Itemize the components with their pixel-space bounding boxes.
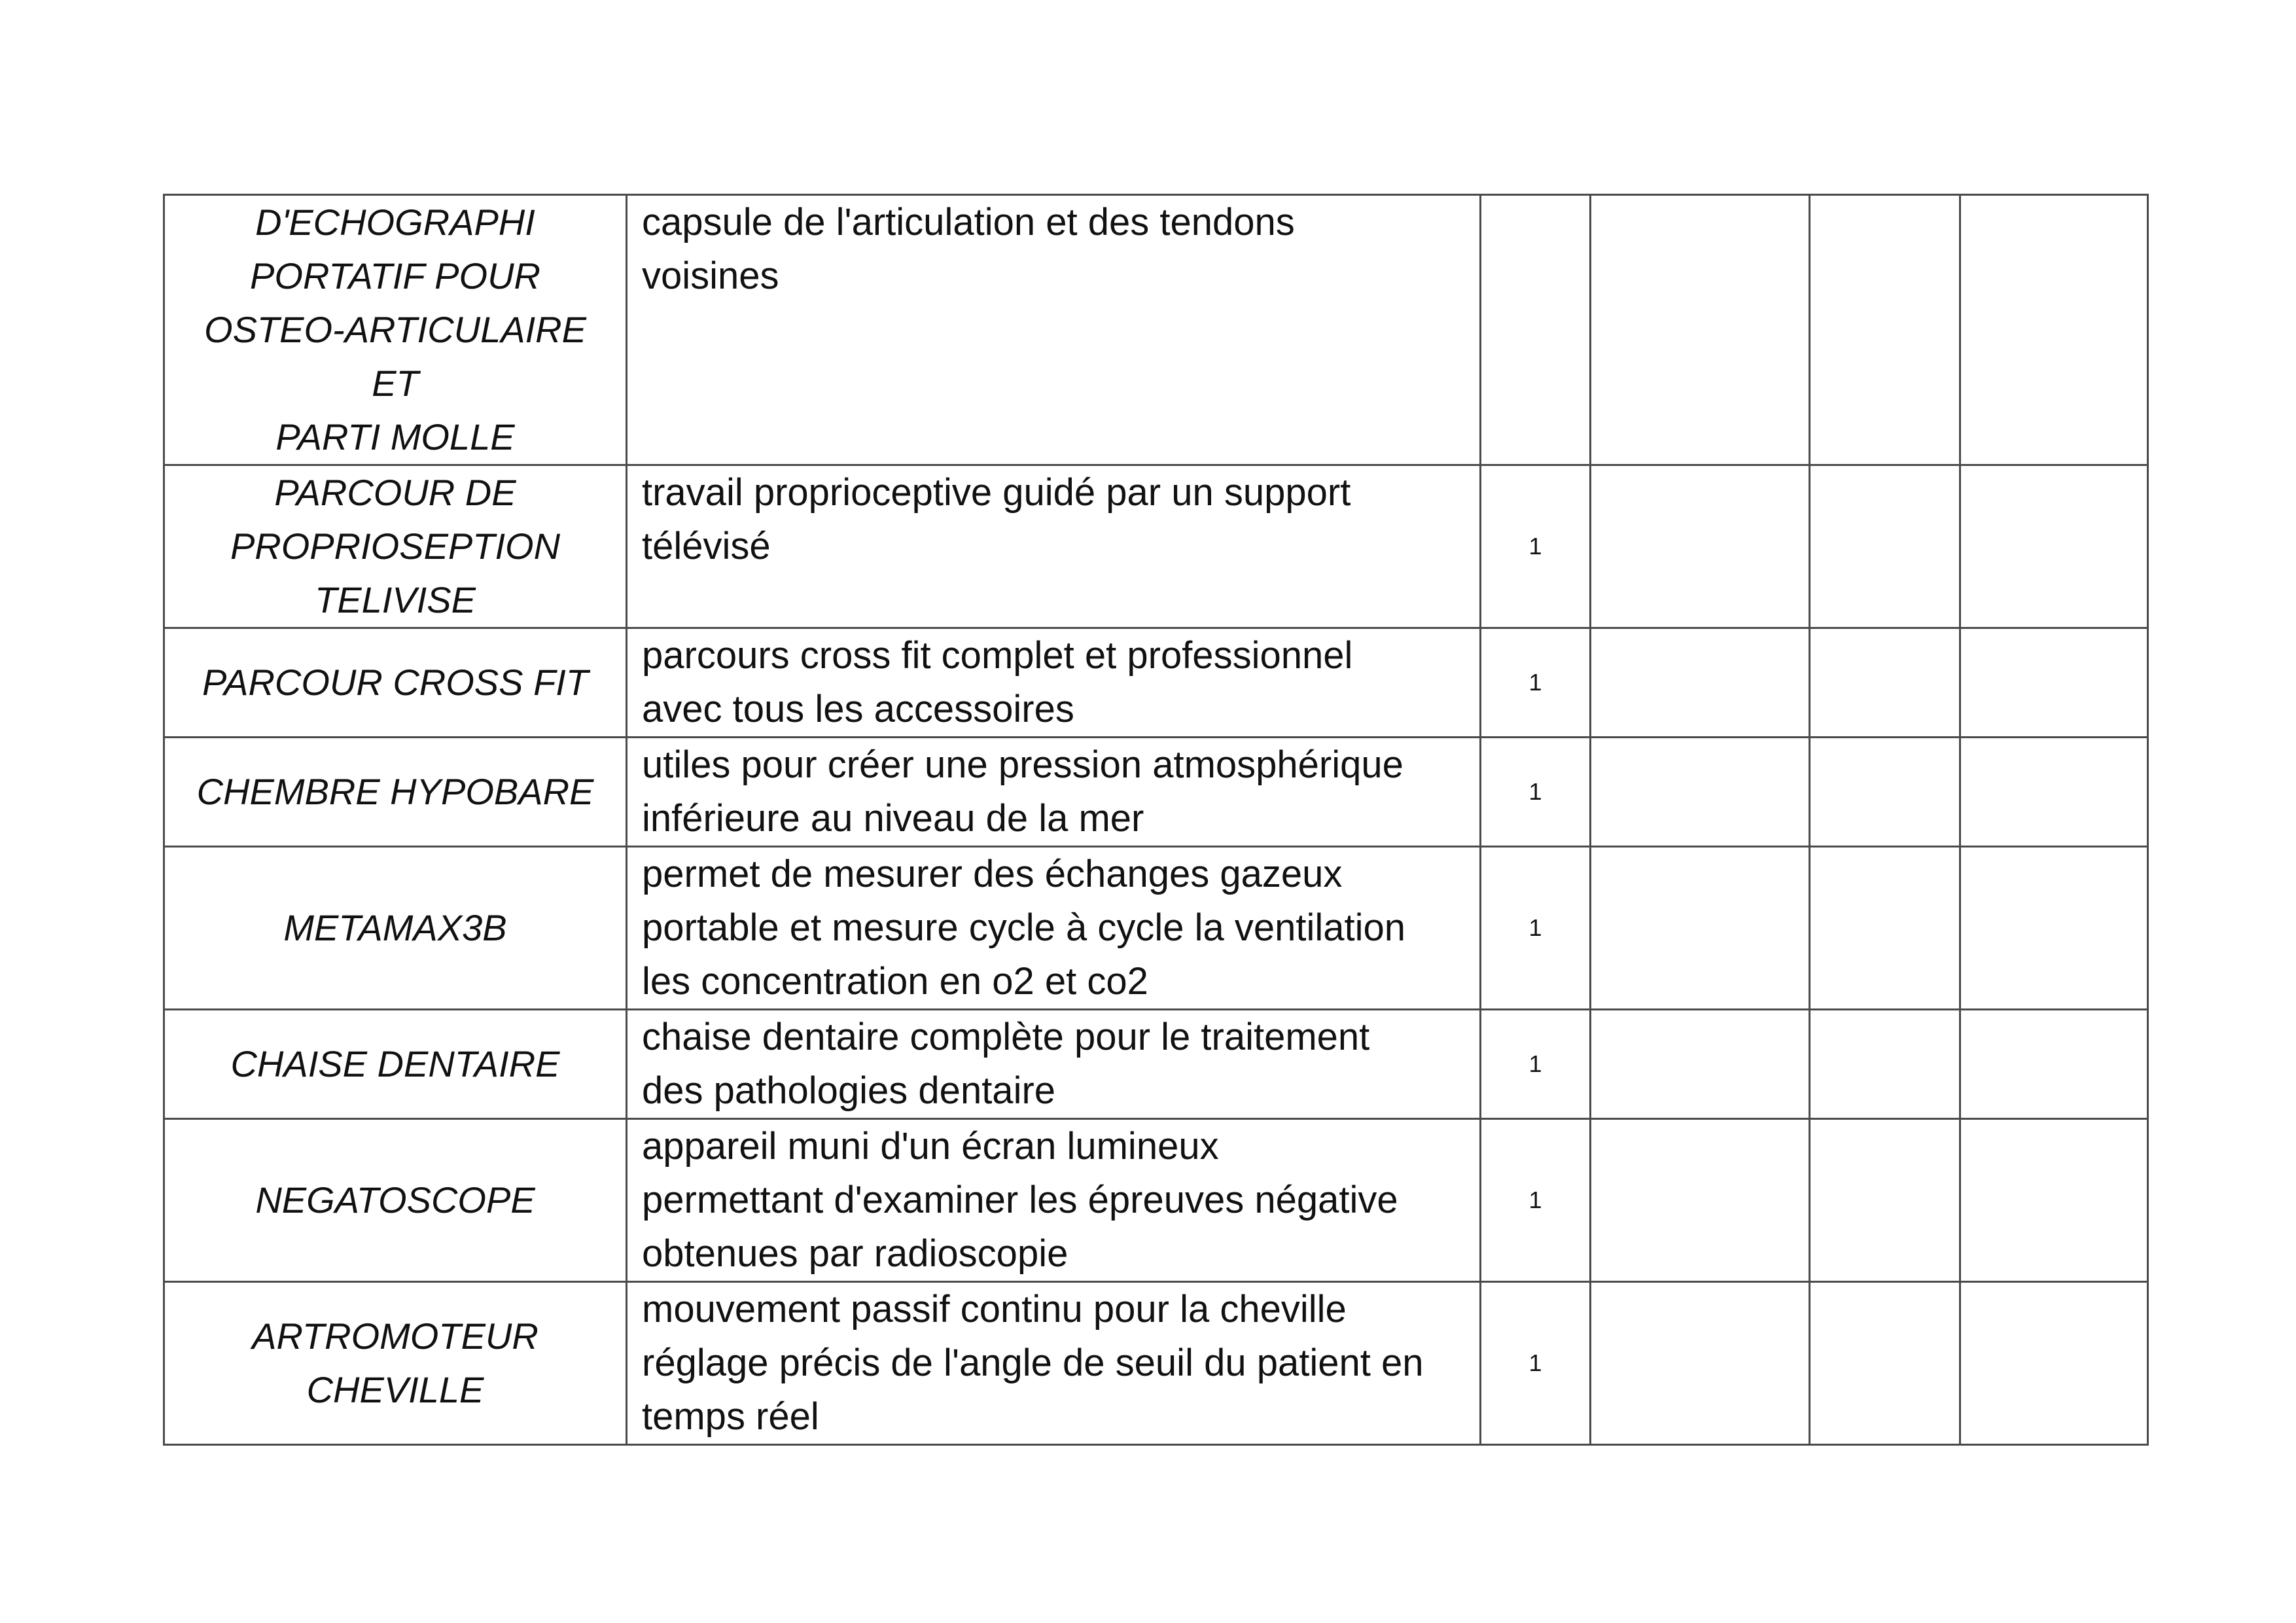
- empty-cell: [1960, 1282, 2148, 1445]
- quantity-cell: 1: [1481, 847, 1591, 1010]
- table-row: [164, 195, 2148, 465]
- empty-cell: [1960, 1119, 2148, 1282]
- empty-cell: [1810, 738, 1960, 847]
- equipment-description-cell: capsule de l'articulation et des tendons voisines: [627, 195, 1481, 465]
- equipment-description-cell: appareil muni d'un écran lumineux permettant d'examiner les épreuves négative obtenues par radioscopie: [627, 1119, 1481, 1282]
- equipment-description-cell: parcours cross fit complet et professionnel avec tous les accessoires: [627, 628, 1481, 738]
- empty-cell: [1591, 1119, 1810, 1282]
- empty-cell: [1591, 847, 1810, 1010]
- empty-cell: [1591, 1010, 1810, 1119]
- empty-cell: [1810, 1119, 1960, 1282]
- equipment-name-cell: ARTROMOTEUR CHEVILLE: [164, 1282, 627, 1445]
- quantity-cell: [1481, 195, 1591, 465]
- empty-cell: [1591, 465, 1810, 628]
- table-row: [164, 1119, 2148, 1282]
- table-row: [164, 465, 2148, 628]
- table-row: [164, 738, 2148, 847]
- empty-cell: [1591, 738, 1810, 847]
- table-row: [164, 628, 2148, 738]
- equipment-name-cell: CHEMBRE HYPOBARE: [164, 738, 627, 847]
- empty-cell: [1960, 847, 2148, 1010]
- table-row: [164, 1010, 2148, 1119]
- equipment-name-cell: METAMAX3B: [164, 847, 627, 1010]
- quantity-cell: 1: [1481, 1282, 1591, 1445]
- table-row: [164, 847, 2148, 1010]
- equipment-name-cell: PARCOUR DE PROPRIOSEPTION TELIVISE: [164, 465, 627, 628]
- equipment-table: [163, 194, 2149, 1446]
- quantity-cell: 1: [1481, 1010, 1591, 1119]
- equipment-name-cell: D'ECHOGRAPHI PORTATIF POUR OSTEO-ARTICULAIRE ET PARTI MOLLE: [164, 195, 627, 465]
- equipment-description-cell: utiles pour créer une pression atmosphérique inférieure au niveau de la mer: [627, 738, 1481, 847]
- empty-cell: [1591, 1282, 1810, 1445]
- empty-cell: [1960, 1010, 2148, 1119]
- empty-cell: [1591, 628, 1810, 738]
- empty-cell: [1810, 628, 1960, 738]
- empty-cell: [1960, 628, 2148, 738]
- equipment-name-cell: CHAISE DENTAIRE: [164, 1010, 627, 1119]
- quantity-cell: 1: [1481, 465, 1591, 628]
- equipment-description-cell: mouvement passif continu pour la cheville réglage précis de l'angle de seuil du patient en temps réel: [627, 1282, 1481, 1445]
- equipment-name-cell: NEGATOSCOPE: [164, 1119, 627, 1282]
- quantity-cell: 1: [1481, 628, 1591, 738]
- empty-cell: [1960, 465, 2148, 628]
- equipment-description-cell: permet de mesurer des échanges gazeux portable et mesure cycle à cycle la ventilation les concentration en o2 et co2: [627, 847, 1481, 1010]
- equipment-description-cell: chaise dentaire complète pour le traitement des pathologies dentaire: [627, 1010, 1481, 1119]
- equipment-description-cell: travail proprioceptive guidé par un support télévisé: [627, 465, 1481, 628]
- empty-cell: [1810, 195, 1960, 465]
- empty-cell: [1810, 465, 1960, 628]
- table-row: [164, 1282, 2148, 1445]
- equipment-name-cell: PARCOUR CROSS FIT: [164, 628, 627, 738]
- empty-cell: [1810, 1282, 1960, 1445]
- empty-cell: [1591, 195, 1810, 465]
- empty-cell: [1810, 847, 1960, 1010]
- empty-cell: [1960, 195, 2148, 465]
- empty-cell: [1960, 738, 2148, 847]
- quantity-cell: 1: [1481, 1119, 1591, 1282]
- quantity-cell: 1: [1481, 738, 1591, 847]
- empty-cell: [1810, 1010, 1960, 1119]
